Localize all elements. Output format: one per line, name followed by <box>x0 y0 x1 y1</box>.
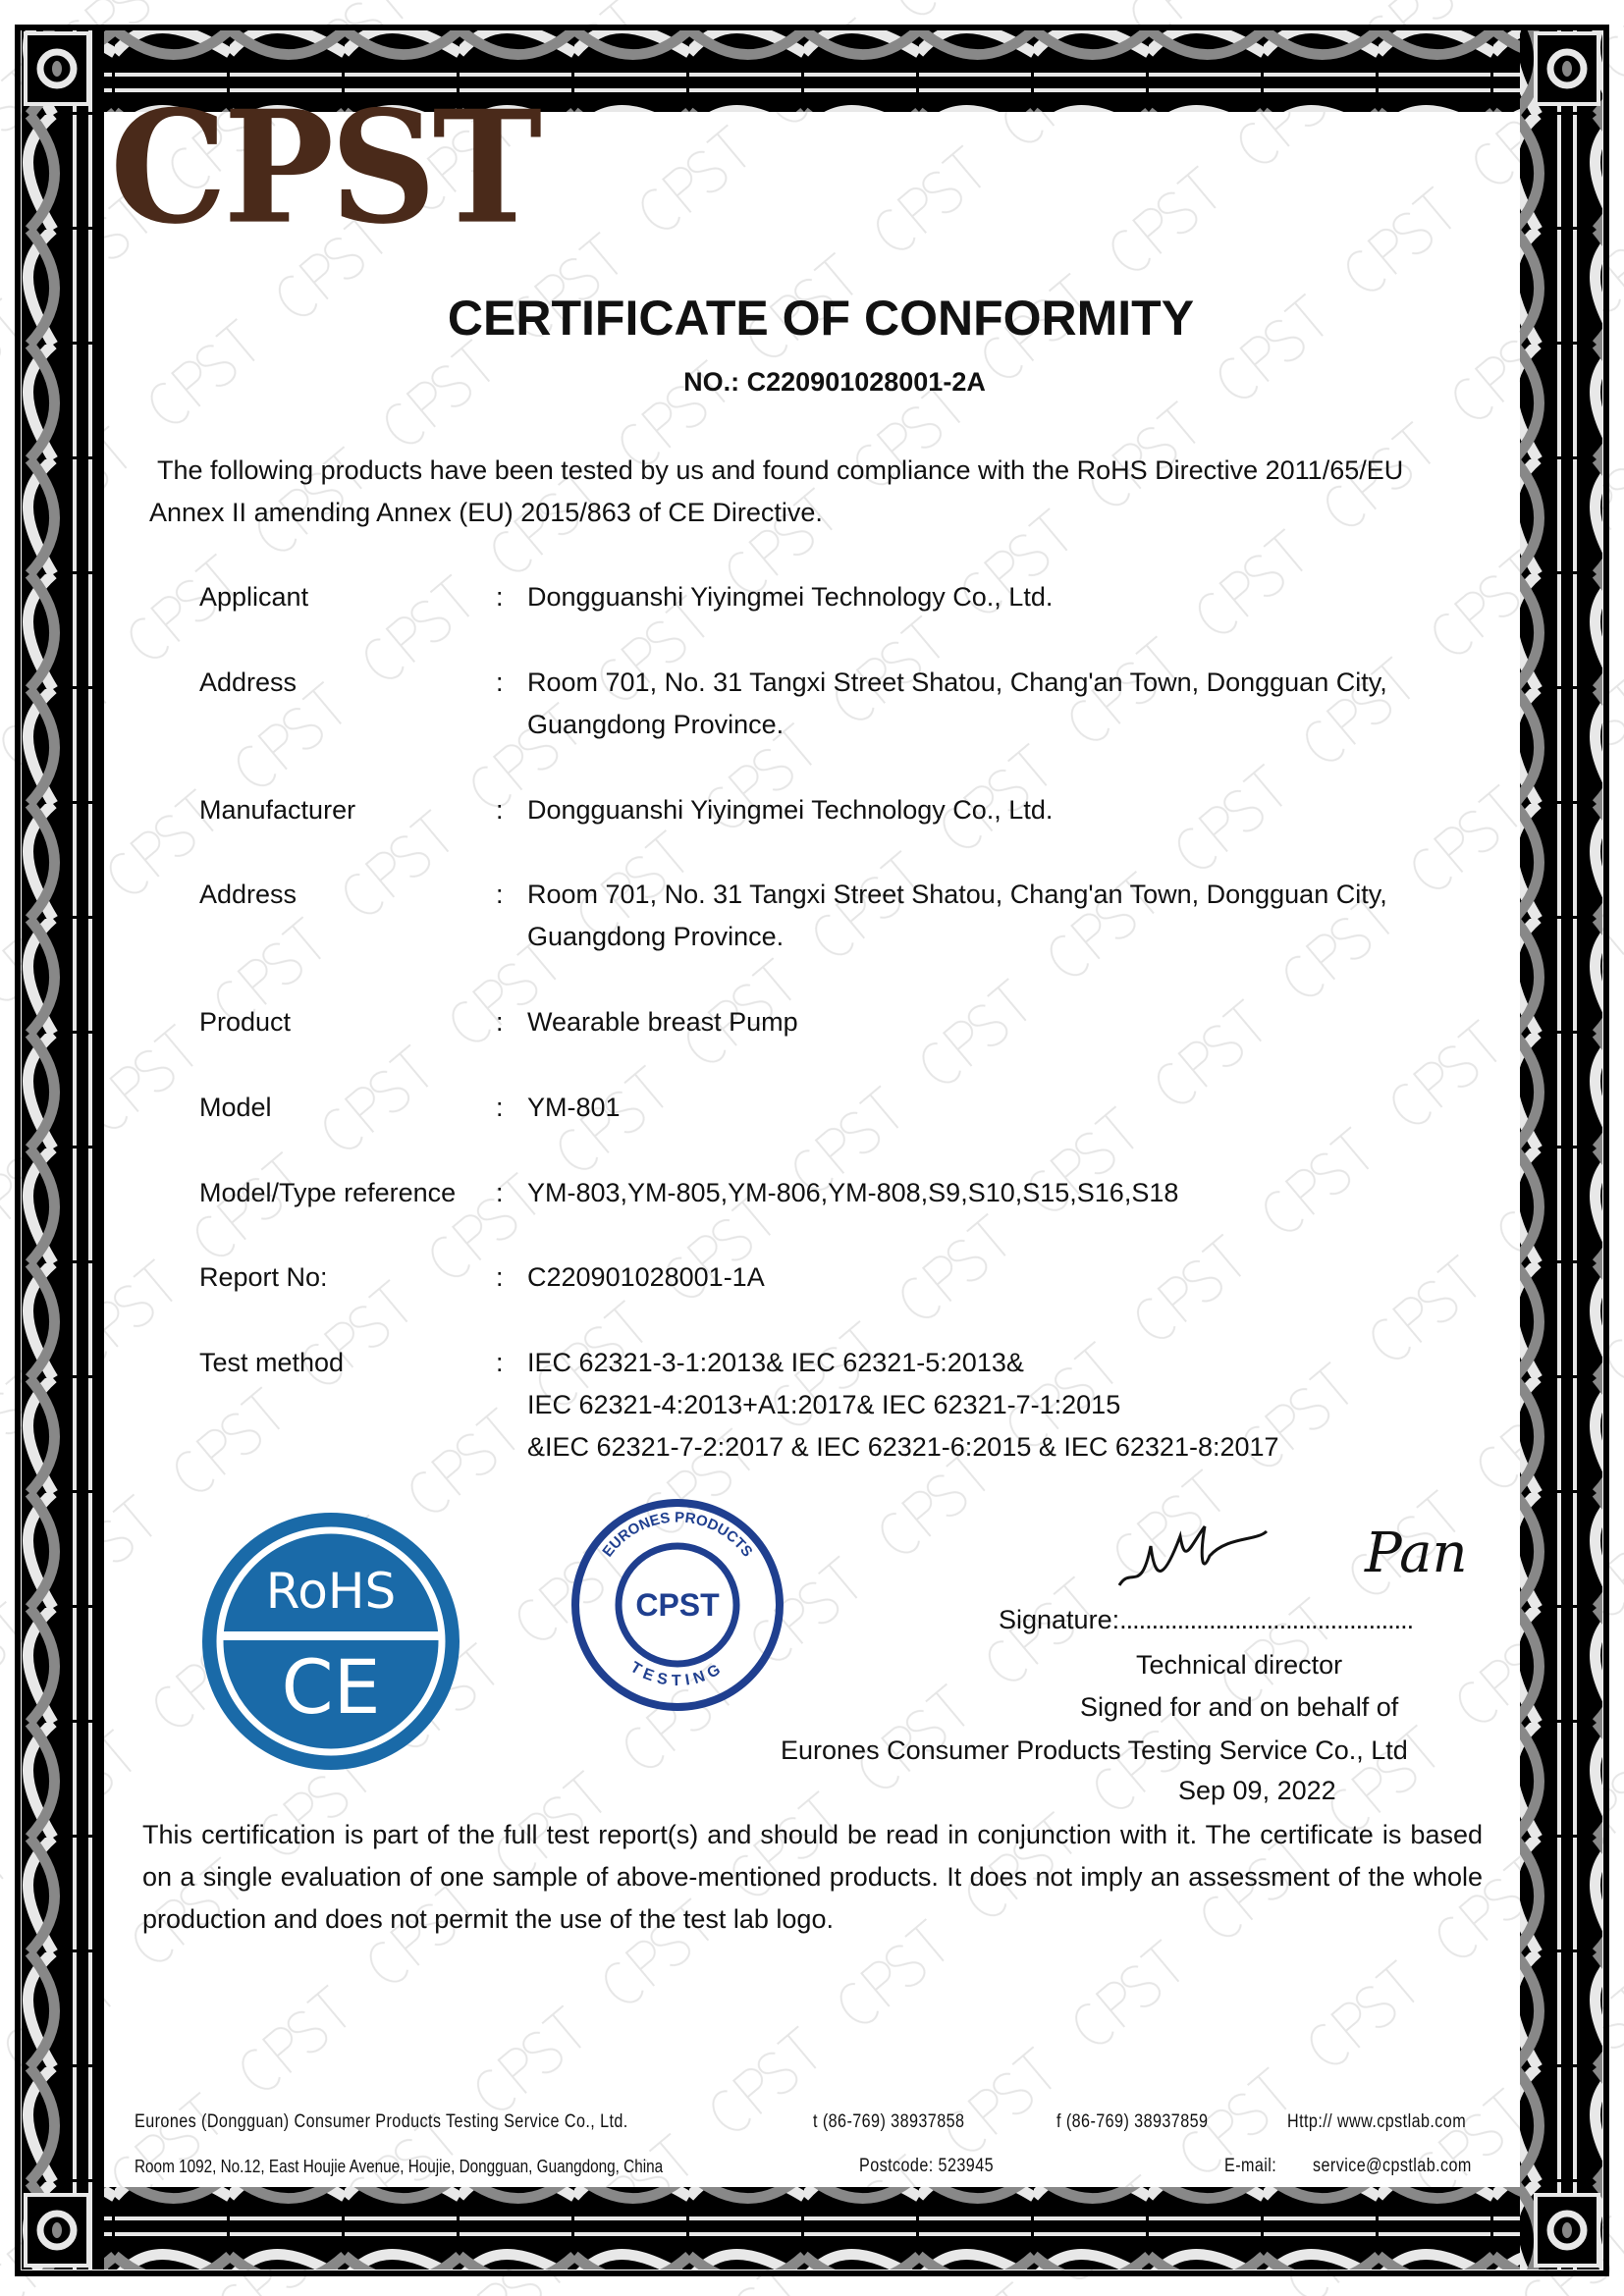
stamp-center-text: CPST <box>635 1587 720 1623</box>
field-colon: : <box>496 795 504 825</box>
footer-website[interactable]: Http:// www.cpstlab.com <box>1287 2111 1467 2132</box>
footer-email[interactable]: service@cpstlab.com <box>1313 2156 1472 2176</box>
footer-email-label: E-mail: <box>1224 2156 1277 2176</box>
intro-line-1: The following products have been tested by us and found compliance with the RoHS Directive 2011/65/EU <box>157 455 1404 485</box>
footer-tel: t (86-769) 38937858 <box>813 2111 965 2132</box>
field-label: Report No: <box>199 1262 328 1292</box>
disclaimer: This certification is part of the full test report(s) and should be read in conjunction with it. The certificate is based on a single evaluation of one sample of above-mentioned products. It does not imply an assessment of the whole production and does not permit the use of the test lab logo. <box>142 1820 1483 1934</box>
field-value: Guangdong Province. <box>527 922 785 951</box>
field-colon: : <box>496 880 504 909</box>
footer-postcode: Postcode: 523945 <box>859 2156 995 2176</box>
handwritten-name: Pan <box>1365 1522 1468 1585</box>
signing-date: Sep 09, 2022 <box>1178 1776 1336 1805</box>
field-value: YM-803,YM-805,YM-806,YM-808,S9,S10,S15,S16,S18 <box>527 1178 1179 1207</box>
certificate-number: NO.: C220901028001-2A <box>683 367 986 397</box>
field-colon: : <box>496 1007 504 1037</box>
signature-label <box>999 1604 1413 1635</box>
field-label: Test method <box>199 1348 345 1377</box>
field-colon: : <box>496 1093 504 1122</box>
field-value: Dongguanshi Yiyingmei Technology Co., Ltd. <box>527 582 1054 612</box>
footer-address: Room 1092, No.12, East Houjie Avenue, Houjie, Dongguan, Guangdong, China <box>135 2157 664 2176</box>
field-value: Room 701, No. 31 Tangxi Street Shatou, Chang'an Town, Dongguan City, <box>527 667 1387 697</box>
field-label: Address <box>199 667 298 697</box>
intro-line-2: Annex II amending Annex (EU) 2015/863 of CE Directive. <box>149 498 823 527</box>
signed-for: Signed for and on behalf of <box>1080 1692 1399 1722</box>
field-value: C220901028001-1A <box>527 1262 765 1292</box>
certificate-title: CERTIFICATE OF CONFORMITY <box>447 291 1195 346</box>
field-colon: : <box>496 1178 504 1207</box>
handwritten-signature <box>1070 1507 1492 1600</box>
field-value: IEC 62321-4:2013+A1:2017& IEC 62321-7-1:2015 <box>527 1390 1121 1419</box>
footer-fax: f (86-769) 38937859 <box>1056 2111 1209 2132</box>
field-label: Model <box>199 1093 272 1122</box>
field-label: Applicant <box>199 582 309 612</box>
field-label: Manufacturer <box>199 795 356 825</box>
stamp-outer-text: EURONES PRODUCTS <box>599 1509 756 1561</box>
field-value: YM-801 <box>527 1093 621 1122</box>
field-value: Dongguanshi Yiyingmei Technology Co., Ltd. <box>527 795 1054 825</box>
field-value: IEC 62321-3-1:2013& IEC 62321-5:2013& <box>527 1348 1024 1377</box>
rohs-ce-logo <box>199 1510 462 1773</box>
field-label: Model/Type reference <box>199 1178 457 1207</box>
signer-role: Technical director <box>1136 1650 1343 1680</box>
field-label: Product <box>199 1007 292 1037</box>
rohs-text: RoHS <box>265 1563 397 1620</box>
field-value: Guangdong Province. <box>527 710 785 739</box>
signature-dots: .............................................. <box>1119 1605 1414 1634</box>
field-value: Room 701, No. 31 Tangxi Street Shatou, Chang'an Town, Dongguan City, <box>527 880 1387 909</box>
field-colon: : <box>496 1348 504 1377</box>
footer-company: Eurones (Dongguan) Consumer Products Testing Service Co., Ltd. <box>135 2111 628 2132</box>
field-colon: : <box>496 1262 504 1292</box>
ce-mark: CE <box>281 1643 381 1731</box>
field-label: Address <box>199 880 298 909</box>
official-stamp <box>569 1497 785 1713</box>
field-value: Wearable breast Pump <box>527 1007 798 1037</box>
signing-company: Eurones Consumer Products Testing Service Co., Ltd <box>781 1735 1408 1765</box>
signature-label-text: Signature: <box>999 1605 1120 1634</box>
field-colon: : <box>496 582 504 612</box>
cpst-logo: CPST <box>110 77 539 259</box>
field-colon: : <box>496 667 504 697</box>
field-value: &IEC 62321-7-2:2017 & IEC 62321-6:2015 & IEC 62321-8:2017 <box>527 1432 1279 1462</box>
stamp-bottom-text: TESTING <box>626 1659 729 1690</box>
